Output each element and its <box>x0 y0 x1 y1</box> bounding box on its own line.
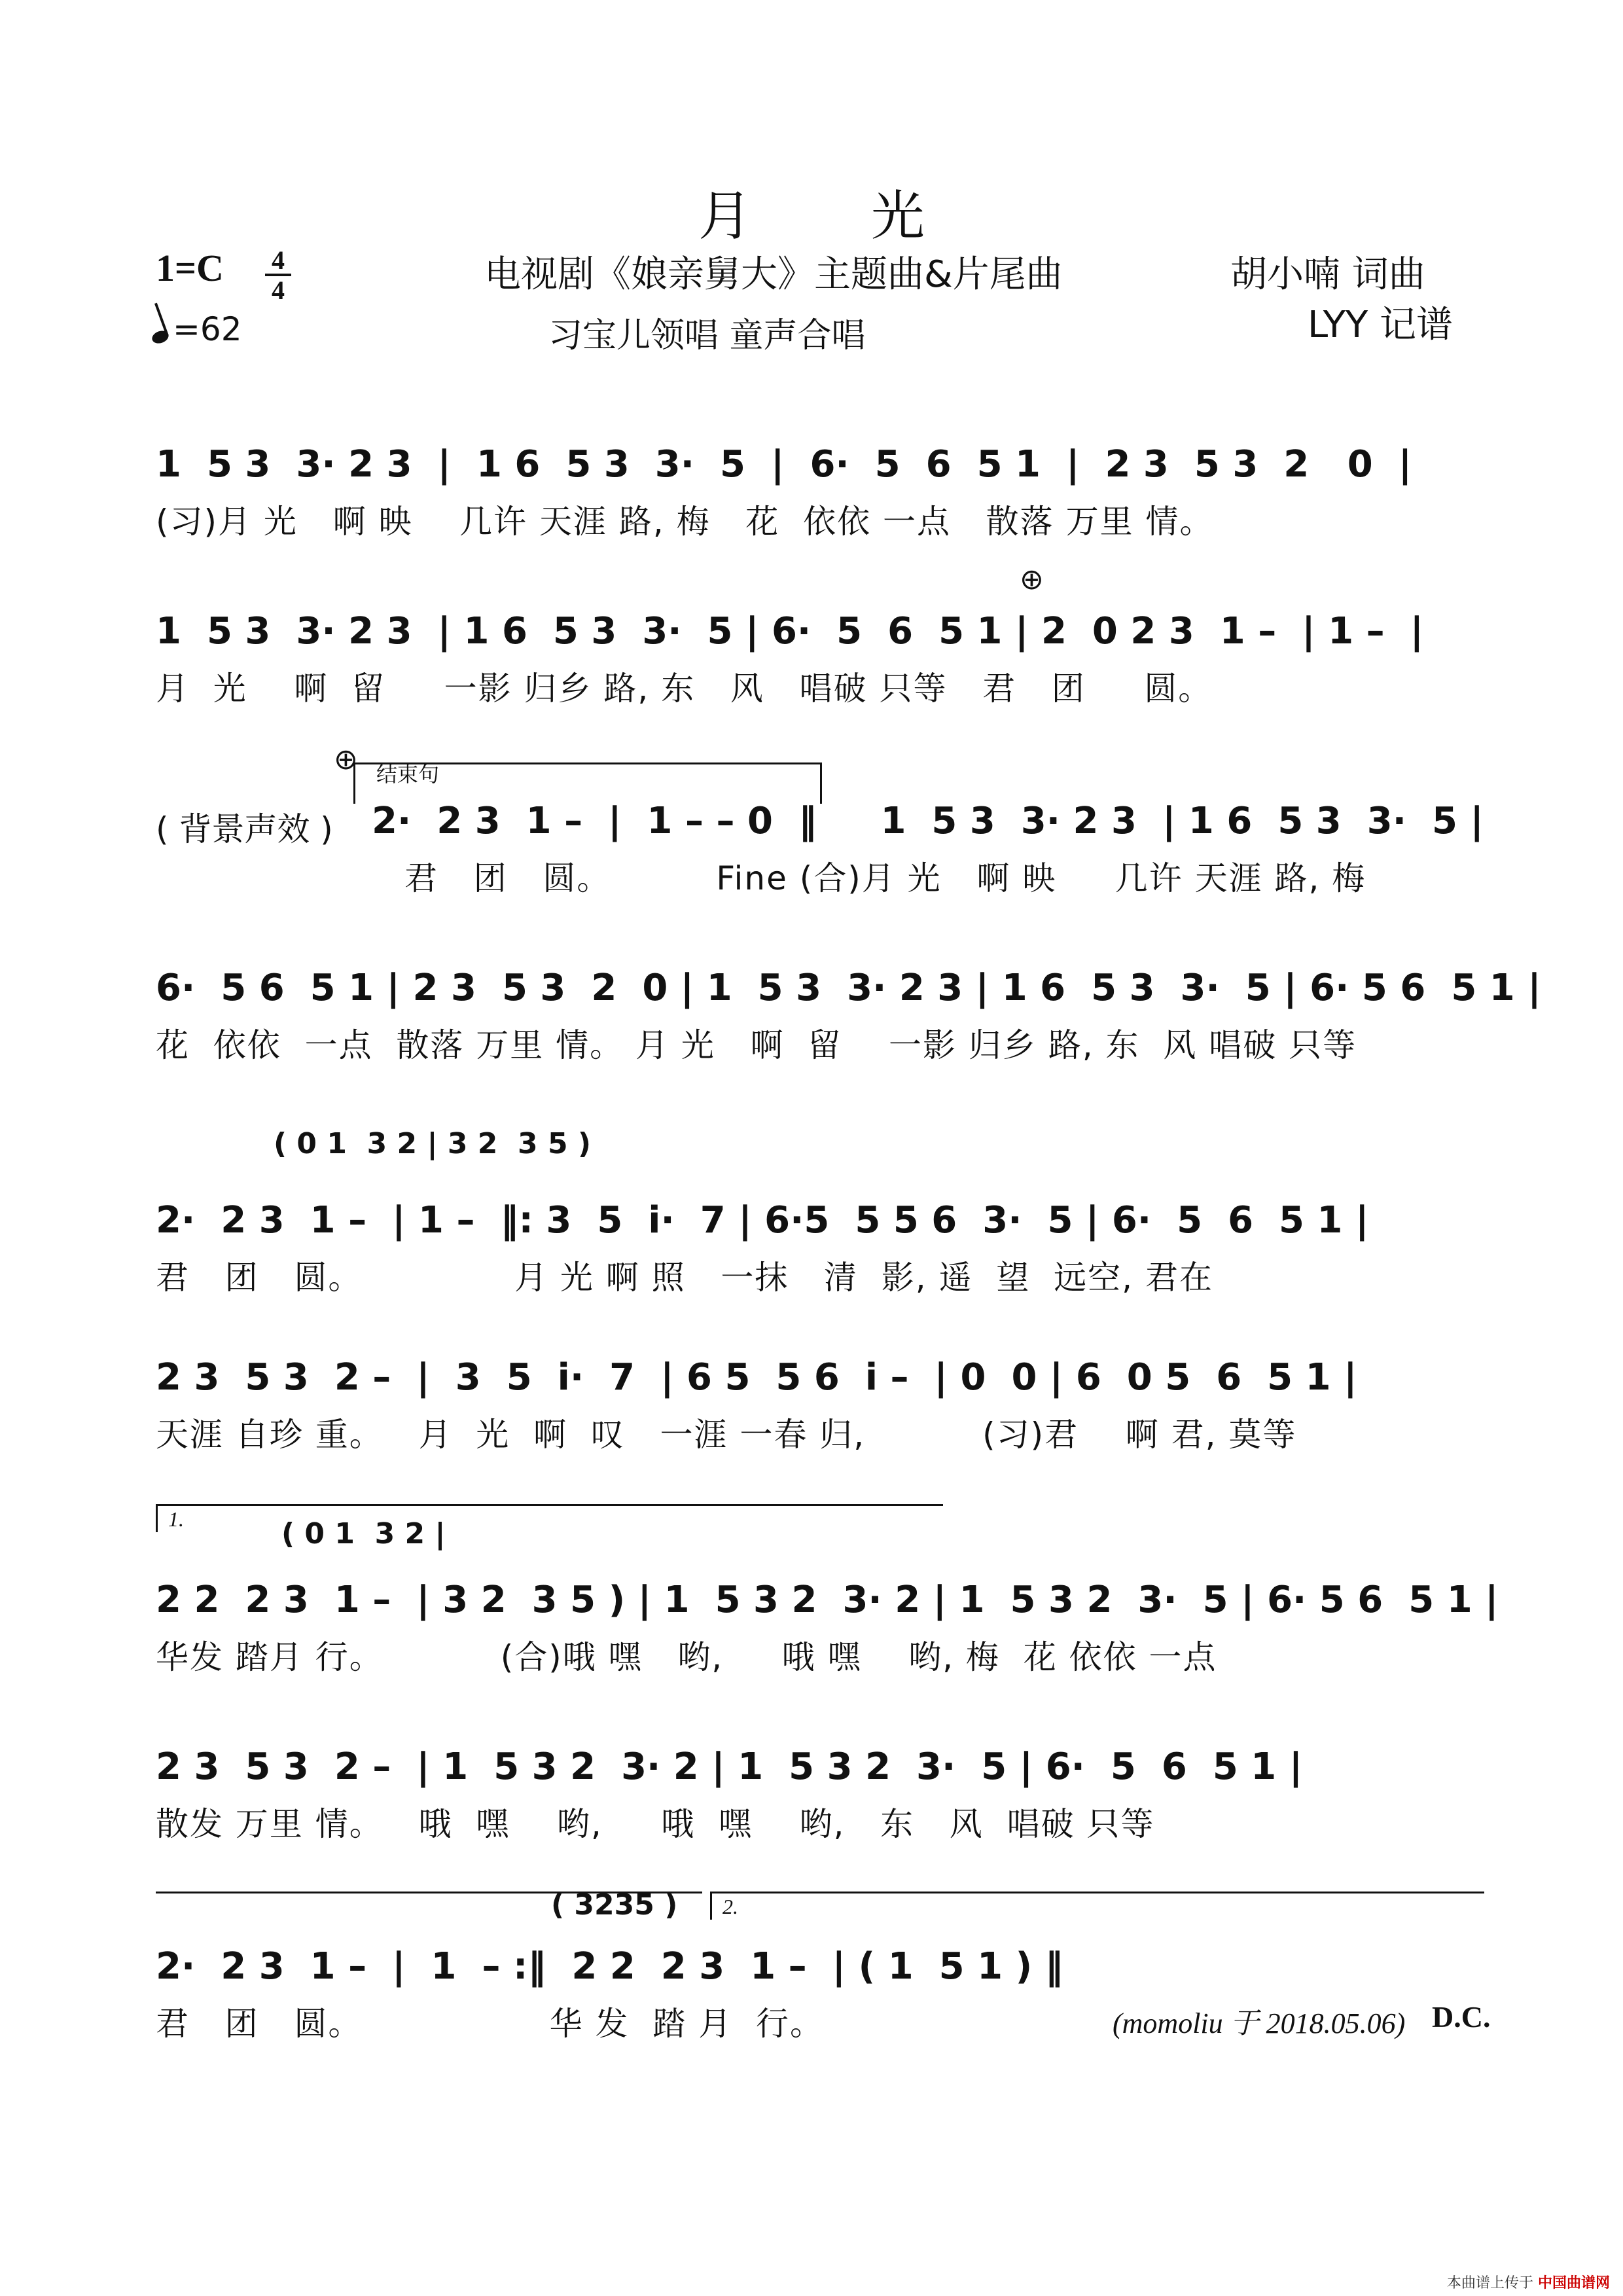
coda-sign-icon: ⊕ <box>334 743 358 776</box>
interlude-notes: ( 0 1 3 2 | <box>281 1517 446 1551</box>
notes-line: 2· 2 3 1 – | 1 – :‖ 2 2 2 3 1 – | ( 1 5 1 ) ‖ <box>156 1945 1063 1988</box>
lyricist-credit: 胡小喃 词曲 <box>1230 253 1425 296</box>
transcriber-credit: LYY 记谱 <box>1308 304 1453 346</box>
notes-line: 1 5 3 3· 2 3 | 1 6 5 3 3· 5 | 6· 5 6 5 1 | 2 0 2 3 1 – | 1 – | <box>156 610 1424 653</box>
coda-label: 结束句 <box>376 762 440 787</box>
upload-note: 本曲谱上传于 <box>1446 2275 1533 2291</box>
key-signature: 1=C <box>156 247 224 289</box>
notes-line: 2· 2 3 1 – | 1 – – 0 ‖ 1 5 3 3· 2 3 | 1 6 5 3 3· 5 | <box>372 800 1484 842</box>
time-bottom: 4 <box>272 276 285 305</box>
subtitle: 电视剧《娘亲舅大》主题曲&片尾曲 <box>484 253 1063 296</box>
lyrics-line: 君 团 圆。 Fine (合)月 光 啊 映 几许 天涯 路, 梅 <box>404 859 1366 897</box>
transcriber-signature: (momoliu 于 2018.05.06) <box>1113 2007 1406 2039</box>
lyrics-line: 花 依依 一点 散落 万里 情。 月 光 啊 留 一影 归乡 路, 东 风 唱破 只等 <box>156 1026 1357 1064</box>
volta-number: 1. <box>168 1507 184 1531</box>
notes-line: 1 5 3 3· 2 3 | 1 6 5 3 3· 5 | 6· 5 6 5 1 | 2 3 5 3 2 0 | <box>156 443 1412 486</box>
lyrics-line: (习)月 光 啊 映 几许 天涯 路, 梅 花 依依 一点 散落 万里 情。 <box>156 503 1214 541</box>
lyrics-line: 月 光 啊 留 一影 归乡 路, 东 风 唱破 只等 君 团 圆。 <box>156 670 1213 708</box>
site-name: 中国曲谱网 <box>1537 2275 1610 2291</box>
tempo-marking <box>152 310 242 348</box>
notes-line: 2 3 5 3 2 – | 1 5 3 2 3· 2 | 1 5 3 2 3· 5 | 6· 5 6 5 1 | <box>156 1746 1303 1788</box>
coda-sign-icon: ⊕ <box>1020 563 1044 596</box>
notes-line: 2· 2 3 1 – | 1 – ‖: 3 5 i· 7 | 6·5 5 5 6 3· 5 | 6· 5 6 5 1 | <box>156 1199 1369 1242</box>
lyrics-line: 君 团 圆。 月 光 啊 照 一抹 清 影, 遥 望 远空, 君在 <box>156 1259 1213 1297</box>
first-ending-volta <box>156 1504 943 1532</box>
time-top: 4 <box>265 247 291 276</box>
time-signature <box>265 246 291 304</box>
lyrics-line: 天涯 自珍 重。 月 光 啊 叹 一涯 一春 归, (习)君 啊 君, 莫等 <box>156 1416 1297 1454</box>
notes-line: 6· 5 6 5 1 | 2 3 5 3 2 0 | 1 5 3 3· 2 3 | 1 6 5 3 3· 5 | 6· 5 6 5 1 | <box>156 967 1541 1009</box>
singers: 习宝儿领唱 童声合唱 <box>548 316 866 355</box>
page-title: 月 光 <box>698 185 976 247</box>
quarter-note-icon <box>151 329 171 346</box>
site-watermark <box>1447 2272 1610 2292</box>
lyrics-line: 华发 踏月 行。 (合)哦 嘿 哟, 哦 嘿 哟, 梅 花 依依 一点 <box>156 1638 1217 1676</box>
tempo-value: =62 <box>173 310 242 348</box>
volta-number: 2. <box>722 1895 738 1918</box>
lyrics-line: 君 团 圆。 华 发 踏 月 行。 <box>156 2005 825 2043</box>
interlude-notes: ( 0 1 3 2 | 3 2 3 5 ) <box>274 1127 592 1160</box>
notes-line: 2 3 5 3 2 – | 3 5 i· 7 | 6 5 5 6 i – | 0 0 | 6 0 5 6 5 1 | <box>156 1356 1357 1399</box>
interlude-notes: ( 3235 ) <box>551 1888 678 1922</box>
background-effects: ( 背景声效 ) <box>156 810 333 848</box>
second-ending-volta <box>710 1892 1484 1920</box>
dc-marking: D.C. <box>1432 2000 1491 2034</box>
lyrics-line: 散发 万里 情。 哦 嘿 哟, 哦 嘿 哟, 东 风 唱破 只等 <box>156 1805 1155 1843</box>
notes-line: 2 2 2 3 1 – | 3 2 3 5 ) | 1 5 3 2 3· 2 | 1 5 3 2 3· 5 | 6· 5 6 5 1 | <box>156 1579 1499 1621</box>
